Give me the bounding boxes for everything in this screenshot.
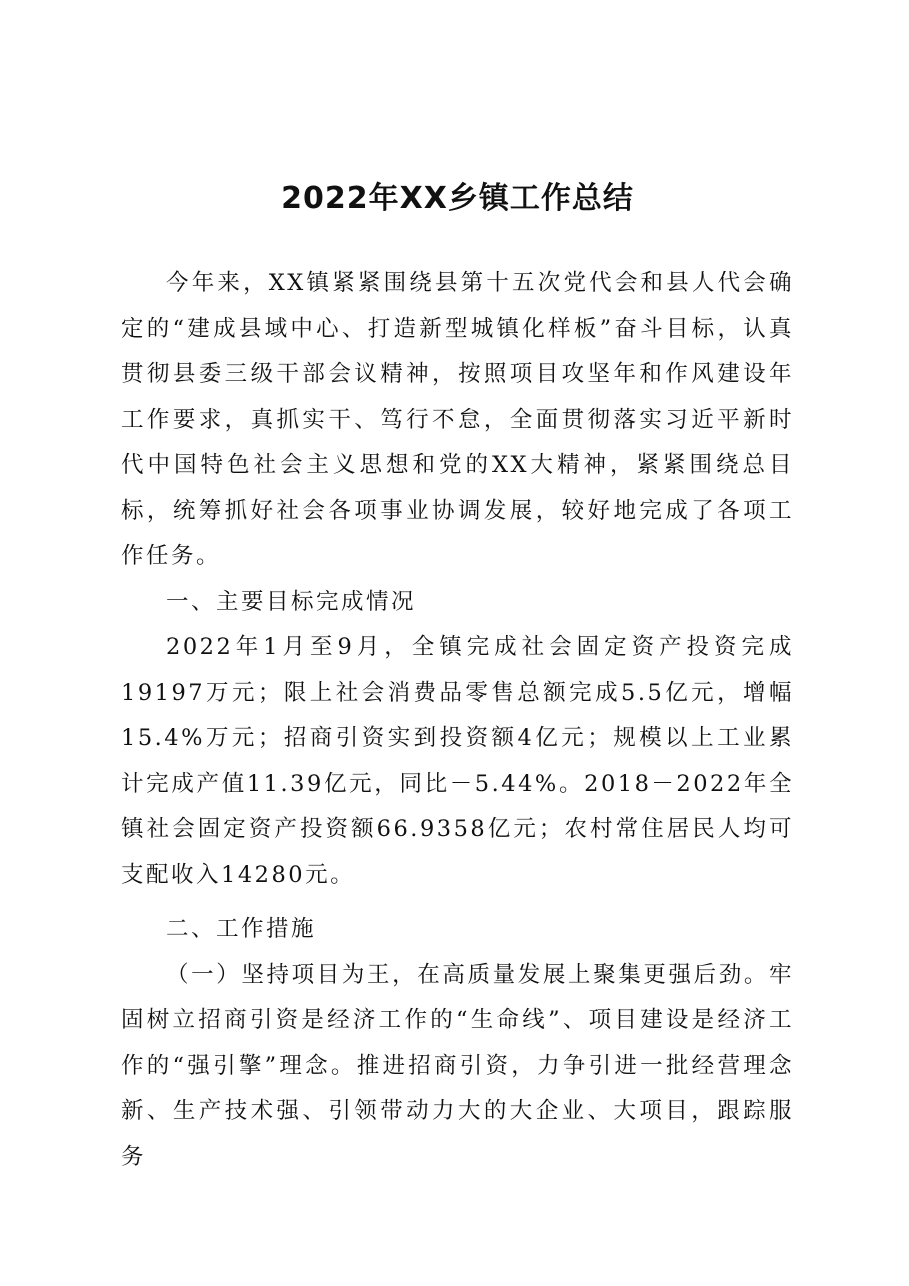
section-heading-measures: 二、工作措施 [166, 916, 317, 942]
targets-paragraph: 2022年1月至9月，全镇完成社会固定资产投资完成19197万元；限上社会消费品零售总额完成5.5亿元，增幅15.4%万元；招商引资实到投资额4亿元；规模以上工业累计完成产值11.39亿元，同比－5.44%。2018－2022年全镇社会固定资产投资额66.9358亿元；农村常住居民人均可支配收入14280元。 [121, 634, 794, 888]
section-heading-targets: 一、主要目标完成情况 [166, 588, 417, 615]
document-body [121, 261, 794, 1180]
measures-paragraph: （一）坚持项目为王，在高质量发展上聚集更强后劲。牢固树立招商引资是经济工作的“生命线”、项目建设是经济工作的“强引擎”理念。推进招商引资，力争引进一批经营理念新、生产技术强、引领带动力大的大企业、大项目，跟踪服务 [121, 961, 794, 1170]
document-title: 2022年XX乡镇工作总结 [281, 181, 634, 216]
intro-paragraph: 今年来，XX镇紧紧围绕县第十五次党代会和县人代会确定的“建成县域中心、打造新型城镇化样板”奋斗目标，认真贯彻县委三级干部会议精神，按照项目攻坚年和作风建设年工作要求，真抓实干、笃行不怠，全面贯彻落实习近平新时代中国特色社会主义思想和党的XX大精神，紧紧围绕总目标，统筹抓好社会各项事业协调发展，较好地完成了各项工作任务。 [121, 270, 794, 569]
